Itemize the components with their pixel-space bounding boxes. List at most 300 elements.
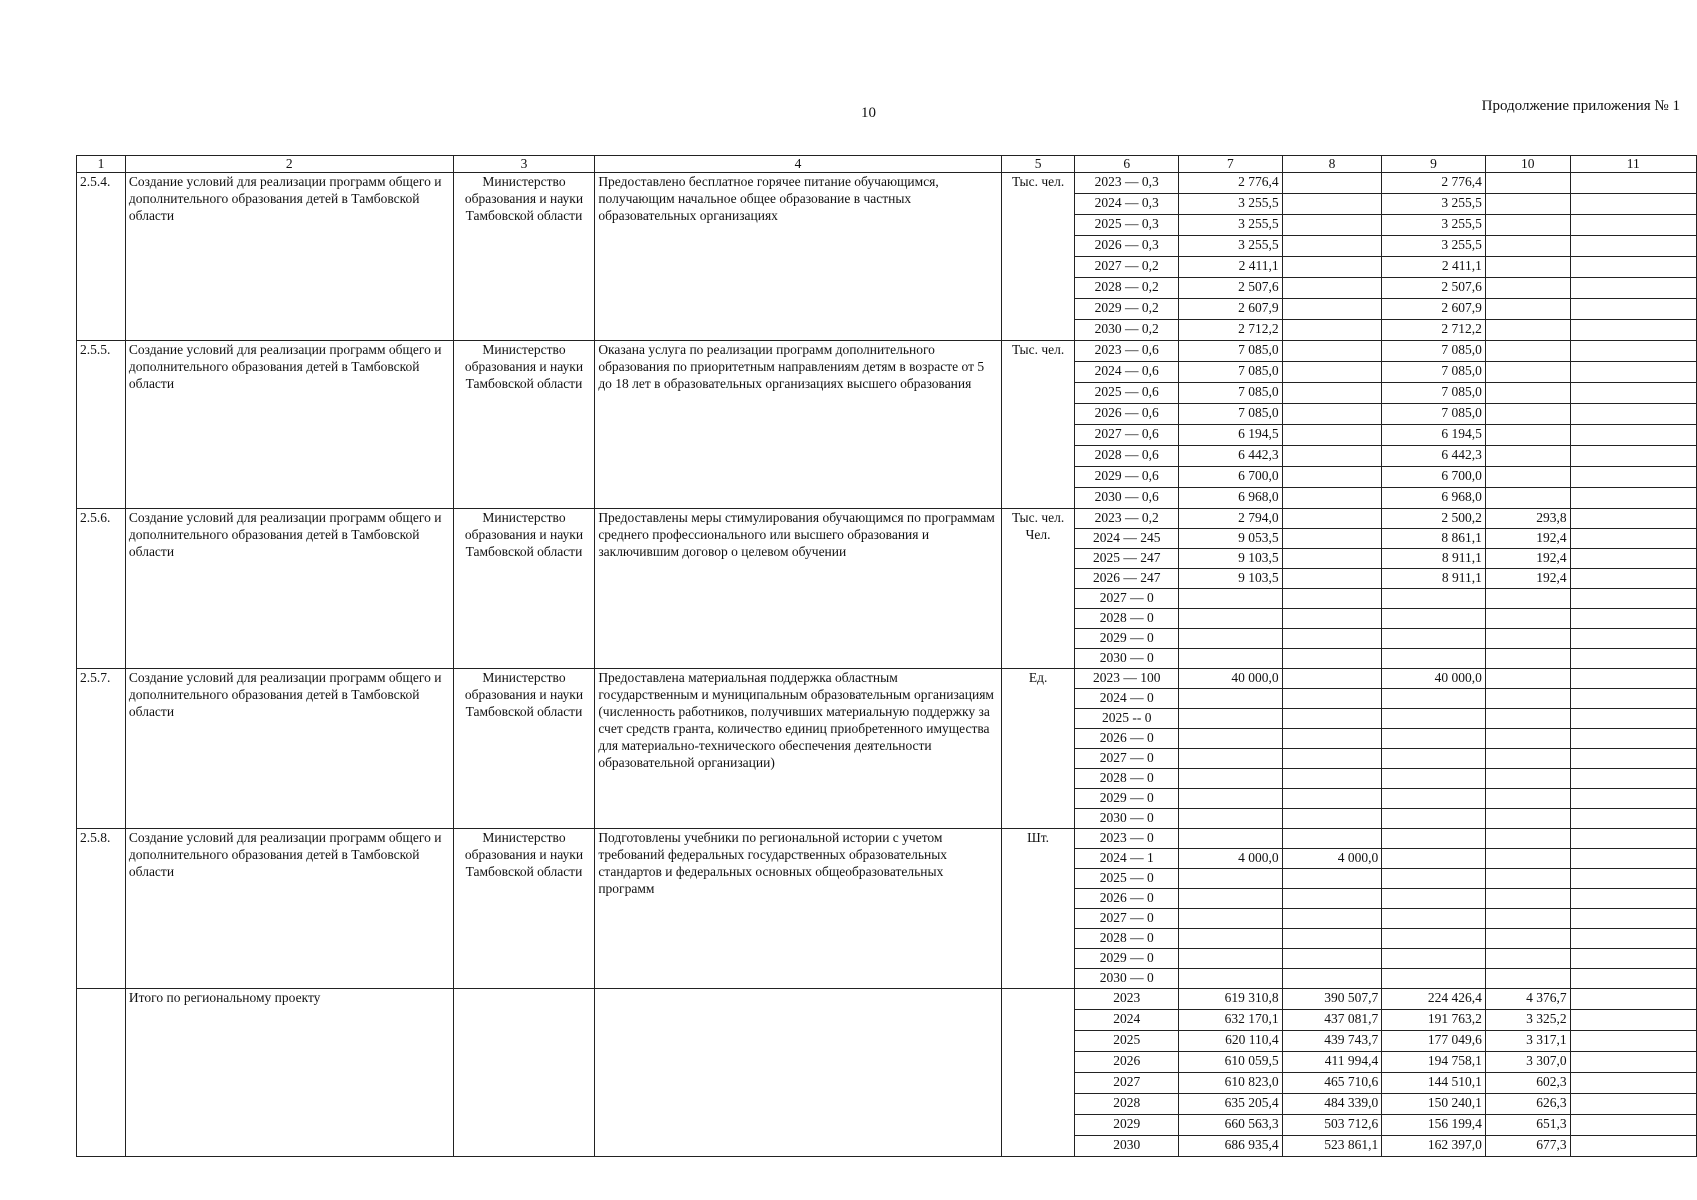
other-sources-cell: [1570, 1136, 1696, 1157]
year-indicator-cell: 2024 — 0,3: [1075, 194, 1179, 215]
other-sources-cell: [1570, 989, 1696, 1010]
federal-budget-cell: [1282, 589, 1382, 609]
federal-budget-cell: [1282, 609, 1382, 629]
local-budget-cell: 3 325,2: [1485, 1010, 1570, 1031]
total-cell: 9 103,5: [1179, 569, 1283, 589]
year-indicator-cell: 2028: [1075, 1094, 1179, 1115]
other-sources-cell: [1570, 729, 1696, 749]
regional-budget-cell: [1382, 689, 1486, 709]
year-indicator-cell: 2028 — 0: [1075, 609, 1179, 629]
federal-budget-cell: [1282, 669, 1382, 689]
year-indicator-cell: 2030 — 0: [1075, 649, 1179, 669]
federal-budget-cell: 437 081,7: [1282, 1010, 1382, 1031]
total-cell: [1179, 649, 1283, 669]
other-sources-cell: [1570, 629, 1696, 649]
column-header: 10: [1485, 156, 1570, 173]
federal-budget-cell: 503 712,6: [1282, 1115, 1382, 1136]
section-code-cell: 2.5.5.: [77, 341, 126, 509]
other-sources-cell: [1570, 1094, 1696, 1115]
regional-budget-cell: 2 411,1: [1382, 257, 1486, 278]
local-budget-cell: [1485, 194, 1570, 215]
year-indicator-cell: 2024: [1075, 1010, 1179, 1031]
other-sources-cell: [1570, 829, 1696, 849]
table-row: [77, 173, 1697, 194]
total-cell: 7 085,0: [1179, 404, 1283, 425]
column-header: 8: [1282, 156, 1382, 173]
responsible-cell: Министерство образования и науки Тамбовской области: [453, 173, 595, 341]
local-budget-cell: [1485, 425, 1570, 446]
total-cell: 7 085,0: [1179, 341, 1283, 362]
year-indicator-cell: 2023 — 0,3: [1075, 173, 1179, 194]
federal-budget-cell: [1282, 629, 1382, 649]
column-header: 6: [1075, 156, 1179, 173]
total-cell: 6 194,5: [1179, 425, 1283, 446]
year-indicator-cell: 2024 — 0,6: [1075, 362, 1179, 383]
federal-budget-cell: 523 861,1: [1282, 1136, 1382, 1157]
regional-budget-cell: 40 000,0: [1382, 669, 1486, 689]
local-budget-cell: [1485, 729, 1570, 749]
other-sources-cell: [1570, 669, 1696, 689]
local-budget-cell: 677,3: [1485, 1136, 1570, 1157]
other-sources-cell: [1570, 278, 1696, 299]
total-code-cell: [77, 989, 126, 1157]
regional-budget-cell: [1382, 929, 1486, 949]
federal-budget-cell: [1282, 215, 1382, 236]
year-indicator-cell: 2025 — 247: [1075, 549, 1179, 569]
regional-budget-cell: 194 758,1: [1382, 1052, 1486, 1073]
federal-budget-cell: [1282, 446, 1382, 467]
regional-budget-cell: 156 199,4: [1382, 1115, 1486, 1136]
other-sources-cell: [1570, 383, 1696, 404]
local-budget-cell: [1485, 404, 1570, 425]
other-sources-cell: [1570, 257, 1696, 278]
local-budget-cell: [1485, 362, 1570, 383]
federal-budget-cell: [1282, 949, 1382, 969]
year-indicator-cell: 2023 — 0,2: [1075, 509, 1179, 529]
other-sources-cell: [1570, 509, 1696, 529]
local-budget-cell: [1485, 789, 1570, 809]
total-cell: 2 507,6: [1179, 278, 1283, 299]
total-cell: [1179, 729, 1283, 749]
year-indicator-cell: 2029 — 0,2: [1075, 299, 1179, 320]
other-sources-cell: [1570, 194, 1696, 215]
other-sources-cell: [1570, 869, 1696, 889]
regional-budget-cell: [1382, 649, 1486, 669]
federal-budget-cell: [1282, 299, 1382, 320]
local-budget-cell: [1485, 909, 1570, 929]
other-sources-cell: [1570, 789, 1696, 809]
local-budget-cell: [1485, 236, 1570, 257]
year-indicator-cell: 2028 — 0: [1075, 769, 1179, 789]
total-cell: [1179, 909, 1283, 929]
total-cell: [1179, 809, 1283, 829]
other-sources-cell: [1570, 299, 1696, 320]
regional-budget-cell: 3 255,5: [1382, 194, 1486, 215]
total-cell: 6 442,3: [1179, 446, 1283, 467]
federal-budget-cell: [1282, 320, 1382, 341]
other-sources-cell: [1570, 609, 1696, 629]
local-budget-cell: [1485, 929, 1570, 949]
total-row: [77, 989, 1697, 1010]
local-budget-cell: 602,3: [1485, 1073, 1570, 1094]
federal-budget-cell: 439 743,7: [1282, 1031, 1382, 1052]
year-indicator-cell: 2027: [1075, 1073, 1179, 1094]
total-empty-cell: [1001, 989, 1075, 1157]
year-indicator-cell: 2023 — 0: [1075, 829, 1179, 849]
unit-cell: [1001, 509, 1075, 669]
total-cell: [1179, 929, 1283, 949]
column-header: 1: [77, 156, 126, 173]
regional-budget-cell: 177 049,6: [1382, 1031, 1486, 1052]
local-budget-cell: 192,4: [1485, 569, 1570, 589]
year-indicator-cell: 2025 — 0: [1075, 869, 1179, 889]
local-budget-cell: [1485, 488, 1570, 509]
total-cell: [1179, 949, 1283, 969]
page-number: 10: [861, 105, 876, 121]
year-indicator-cell: 2027 — 0,2: [1075, 257, 1179, 278]
column-header: 4: [595, 156, 1001, 173]
unit-cell: [1001, 341, 1075, 509]
year-indicator-cell: 2026: [1075, 1052, 1179, 1073]
regional-budget-cell: [1382, 829, 1486, 849]
federal-budget-cell: [1282, 829, 1382, 849]
total-cell: [1179, 749, 1283, 769]
other-sources-cell: [1570, 1031, 1696, 1052]
total-cell: 6 700,0: [1179, 467, 1283, 488]
total-cell: [1179, 869, 1283, 889]
event-name-cell: Создание условий для реализации программ общего и дополнительного образования детей в Тамбовской области: [125, 509, 453, 669]
total-cell: 610 059,5: [1179, 1052, 1283, 1073]
column-header: 2: [125, 156, 453, 173]
total-cell: 619 310,8: [1179, 989, 1283, 1010]
local-budget-cell: 192,4: [1485, 549, 1570, 569]
other-sources-cell: [1570, 569, 1696, 589]
result-cell: Предоставлены меры стимулирования обучающимся по программам среднего профессионального или высшего образования и заключившим договор о целевом обучении: [595, 509, 1001, 669]
federal-budget-cell: [1282, 929, 1382, 949]
federal-budget-cell: [1282, 889, 1382, 909]
total-cell: 7 085,0: [1179, 383, 1283, 404]
regional-budget-cell: [1382, 909, 1486, 929]
federal-budget-cell: 4 000,0: [1282, 849, 1382, 869]
result-cell: Подготовлены учебники по региональной истории с учетом требований федеральных государственных образовательных стандартов и федеральных основных общеобразовательных программ: [595, 829, 1001, 989]
total-cell: [1179, 689, 1283, 709]
total-cell: [1179, 589, 1283, 609]
total-cell: 2 794,0: [1179, 509, 1283, 529]
regional-budget-cell: 7 085,0: [1382, 404, 1486, 425]
local-budget-cell: 3 307,0: [1485, 1052, 1570, 1073]
federal-budget-cell: [1282, 236, 1382, 257]
other-sources-cell: [1570, 320, 1696, 341]
regional-budget-cell: [1382, 589, 1486, 609]
column-header: 3: [453, 156, 595, 173]
regional-budget-cell: 7 085,0: [1382, 383, 1486, 404]
other-sources-cell: [1570, 589, 1696, 609]
total-cell: 2 776,4: [1179, 173, 1283, 194]
regional-budget-cell: 8 861,1: [1382, 529, 1486, 549]
local-budget-cell: [1485, 341, 1570, 362]
other-sources-cell: [1570, 404, 1696, 425]
federal-budget-cell: [1282, 549, 1382, 569]
total-empty-cell: [595, 989, 1001, 1157]
year-indicator-cell: 2030 — 0: [1075, 969, 1179, 989]
local-budget-cell: 192,4: [1485, 529, 1570, 549]
section-code-cell: 2.5.6.: [77, 509, 126, 669]
local-budget-cell: [1485, 173, 1570, 194]
section-code-cell: 2.5.4.: [77, 173, 126, 341]
federal-budget-cell: [1282, 909, 1382, 929]
year-indicator-cell: 2030 — 0,6: [1075, 488, 1179, 509]
local-budget-cell: [1485, 869, 1570, 889]
other-sources-cell: [1570, 215, 1696, 236]
total-cell: 635 205,4: [1179, 1094, 1283, 1115]
column-header: 11: [1570, 156, 1696, 173]
regional-budget-cell: 6 700,0: [1382, 467, 1486, 488]
federal-budget-cell: [1282, 173, 1382, 194]
unit-cell: [1001, 669, 1075, 829]
other-sources-cell: [1570, 849, 1696, 869]
event-name-cell: Создание условий для реализации программ общего и дополнительного образования детей в Тамбовской области: [125, 829, 453, 989]
responsible-cell: Министерство образования и науки Тамбовской области: [453, 341, 595, 509]
regional-budget-cell: 6 968,0: [1382, 488, 1486, 509]
federal-budget-cell: [1282, 969, 1382, 989]
total-cell: 7 085,0: [1179, 362, 1283, 383]
federal-budget-cell: [1282, 257, 1382, 278]
federal-budget-cell: [1282, 404, 1382, 425]
total-empty-cell: [453, 989, 595, 1157]
regional-budget-cell: 2 712,2: [1382, 320, 1486, 341]
budget-table: [76, 155, 1697, 1157]
other-sources-cell: [1570, 649, 1696, 669]
unit-label: Тыс. чел.: [1011, 342, 1065, 357]
section-code-cell: 2.5.7.: [77, 669, 126, 829]
regional-budget-cell: [1382, 609, 1486, 629]
other-sources-cell: [1570, 949, 1696, 969]
unit-cell: [1001, 173, 1075, 341]
year-indicator-cell: 2026 — 0,6: [1075, 404, 1179, 425]
federal-budget-cell: [1282, 729, 1382, 749]
local-budget-cell: [1485, 215, 1570, 236]
federal-budget-cell: [1282, 529, 1382, 549]
regional-budget-cell: 6 442,3: [1382, 446, 1486, 467]
total-cell: 9 053,5: [1179, 529, 1283, 549]
column-header: 9: [1382, 156, 1486, 173]
local-budget-cell: [1485, 320, 1570, 341]
local-budget-cell: [1485, 257, 1570, 278]
other-sources-cell: [1570, 1073, 1696, 1094]
unit-label: Шт.: [1027, 830, 1050, 845]
local-budget-cell: [1485, 299, 1570, 320]
total-cell: 9 103,5: [1179, 549, 1283, 569]
local-budget-cell: [1485, 829, 1570, 849]
local-budget-cell: [1485, 769, 1570, 789]
regional-budget-cell: 6 194,5: [1382, 425, 1486, 446]
other-sources-cell: [1570, 929, 1696, 949]
local-budget-cell: [1485, 446, 1570, 467]
year-indicator-cell: 2023 — 0,6: [1075, 341, 1179, 362]
local-budget-cell: [1485, 849, 1570, 869]
regional-budget-cell: [1382, 629, 1486, 649]
regional-budget-cell: 2 507,6: [1382, 278, 1486, 299]
other-sources-cell: [1570, 446, 1696, 467]
total-cell: 2 712,2: [1179, 320, 1283, 341]
other-sources-cell: [1570, 769, 1696, 789]
regional-budget-cell: [1382, 809, 1486, 829]
local-budget-cell: [1485, 969, 1570, 989]
local-budget-cell: 651,3: [1485, 1115, 1570, 1136]
total-cell: [1179, 829, 1283, 849]
regional-budget-cell: 162 397,0: [1382, 1136, 1486, 1157]
federal-budget-cell: [1282, 488, 1382, 509]
total-cell: 40 000,0: [1179, 669, 1283, 689]
total-cell: 3 255,5: [1179, 236, 1283, 257]
regional-budget-cell: [1382, 749, 1486, 769]
section-code-cell: 2.5.8.: [77, 829, 126, 989]
other-sources-cell: [1570, 341, 1696, 362]
local-budget-cell: 4 376,7: [1485, 989, 1570, 1010]
local-budget-cell: [1485, 467, 1570, 488]
event-name-cell: Создание условий для реализации программ общего и дополнительного образования детей в Тамбовской области: [125, 341, 453, 509]
event-name-cell: Создание условий для реализации программ общего и дополнительного образования детей в Тамбовской области: [125, 173, 453, 341]
local-budget-cell: [1485, 278, 1570, 299]
total-cell: [1179, 789, 1283, 809]
year-indicator-cell: 2023 — 100: [1075, 669, 1179, 689]
regional-budget-cell: 224 426,4: [1382, 989, 1486, 1010]
other-sources-cell: [1570, 809, 1696, 829]
other-sources-cell: [1570, 425, 1696, 446]
federal-budget-cell: [1282, 425, 1382, 446]
local-budget-cell: [1485, 809, 1570, 829]
local-budget-cell: [1485, 889, 1570, 909]
year-indicator-cell: 2027 — 0,6: [1075, 425, 1179, 446]
other-sources-cell: [1570, 1052, 1696, 1073]
local-budget-cell: 293,8: [1485, 509, 1570, 529]
total-cell: 620 110,4: [1179, 1031, 1283, 1052]
total-cell: [1179, 969, 1283, 989]
total-cell: 3 255,5: [1179, 194, 1283, 215]
federal-budget-cell: 465 710,6: [1282, 1073, 1382, 1094]
federal-budget-cell: [1282, 194, 1382, 215]
total-cell: 6 968,0: [1179, 488, 1283, 509]
federal-budget-cell: [1282, 689, 1382, 709]
total-cell: 2 411,1: [1179, 257, 1283, 278]
regional-budget-cell: [1382, 849, 1486, 869]
federal-budget-cell: 390 507,7: [1282, 989, 1382, 1010]
unit-label-secondary: Чел.: [1025, 527, 1051, 542]
regional-budget-cell: [1382, 769, 1486, 789]
responsible-cell: Министерство образования и науки Тамбовской области: [453, 509, 595, 669]
federal-budget-cell: [1282, 467, 1382, 488]
year-indicator-cell: 2026 — 0: [1075, 889, 1179, 909]
regional-budget-cell: [1382, 789, 1486, 809]
other-sources-cell: [1570, 1115, 1696, 1136]
federal-budget-cell: [1282, 383, 1382, 404]
regional-budget-cell: [1382, 969, 1486, 989]
total-cell: 632 170,1: [1179, 1010, 1283, 1031]
other-sources-cell: [1570, 488, 1696, 509]
federal-budget-cell: [1282, 749, 1382, 769]
year-indicator-cell: 2023: [1075, 989, 1179, 1010]
year-indicator-cell: 2027 — 0: [1075, 909, 1179, 929]
regional-budget-cell: [1382, 889, 1486, 909]
regional-budget-cell: 8 911,1: [1382, 569, 1486, 589]
regional-budget-cell: [1382, 729, 1486, 749]
unit-label: Тыс. чел.: [1011, 510, 1065, 525]
federal-budget-cell: 411 994,4: [1282, 1052, 1382, 1073]
local-budget-cell: 3 317,1: [1485, 1031, 1570, 1052]
other-sources-cell: [1570, 709, 1696, 729]
local-budget-cell: [1485, 669, 1570, 689]
local-budget-cell: [1485, 949, 1570, 969]
federal-budget-cell: [1282, 362, 1382, 383]
regional-budget-cell: 144 510,1: [1382, 1073, 1486, 1094]
other-sources-cell: [1570, 529, 1696, 549]
total-cell: 2 607,9: [1179, 299, 1283, 320]
year-indicator-cell: 2025 — 0,3: [1075, 215, 1179, 236]
table-row: [77, 829, 1697, 849]
year-indicator-cell: 2025 -- 0: [1075, 709, 1179, 729]
other-sources-cell: [1570, 749, 1696, 769]
federal-budget-cell: [1282, 769, 1382, 789]
other-sources-cell: [1570, 909, 1696, 929]
other-sources-cell: [1570, 549, 1696, 569]
year-indicator-cell: 2029 — 0: [1075, 629, 1179, 649]
unit-label: Тыс. чел.: [1011, 174, 1065, 189]
total-cell: [1179, 629, 1283, 649]
column-number-row: [77, 156, 1697, 173]
federal-budget-cell: 484 339,0: [1282, 1094, 1382, 1115]
appendix-note: Продолжение приложения № 1: [1481, 98, 1680, 114]
table-row: [77, 669, 1697, 689]
federal-budget-cell: [1282, 809, 1382, 829]
other-sources-cell: [1570, 1010, 1696, 1031]
regional-budget-cell: [1382, 949, 1486, 969]
column-header: 5: [1001, 156, 1075, 173]
table-row: [77, 509, 1697, 529]
column-header: 7: [1179, 156, 1283, 173]
year-indicator-cell: 2030 — 0,2: [1075, 320, 1179, 341]
year-indicator-cell: 2025: [1075, 1031, 1179, 1052]
federal-budget-cell: [1282, 569, 1382, 589]
total-label: Итого по региональному проекту: [125, 989, 453, 1157]
result-cell: Предоставлена материальная поддержка областным государственным и муниципальным образовательным организациям (численность работников, получивших материальную поддержку за счет средств гранта, количество единиц приобретенного имущества для материально-технического обеспечения деятельности образовательной организации): [595, 669, 1001, 829]
regional-budget-cell: 2 607,9: [1382, 299, 1486, 320]
local-budget-cell: 626,3: [1485, 1094, 1570, 1115]
regional-budget-cell: 7 085,0: [1382, 341, 1486, 362]
year-indicator-cell: 2024 — 0: [1075, 689, 1179, 709]
total-cell: 3 255,5: [1179, 215, 1283, 236]
year-indicator-cell: 2030: [1075, 1136, 1179, 1157]
year-indicator-cell: 2027 — 0: [1075, 589, 1179, 609]
year-indicator-cell: 2030 — 0: [1075, 809, 1179, 829]
federal-budget-cell: [1282, 341, 1382, 362]
year-indicator-cell: 2029 — 0: [1075, 789, 1179, 809]
total-cell: [1179, 709, 1283, 729]
year-indicator-cell: 2029: [1075, 1115, 1179, 1136]
total-cell: [1179, 609, 1283, 629]
federal-budget-cell: [1282, 709, 1382, 729]
regional-budget-cell: 7 085,0: [1382, 362, 1486, 383]
federal-budget-cell: [1282, 789, 1382, 809]
local-budget-cell: [1485, 689, 1570, 709]
total-cell: [1179, 889, 1283, 909]
event-name-cell: Создание условий для реализации программ общего и дополнительного образования детей в Тамбовской области: [125, 669, 453, 829]
federal-budget-cell: [1282, 649, 1382, 669]
year-indicator-cell: 2026 — 0: [1075, 729, 1179, 749]
unit-label: Ед.: [1028, 670, 1048, 685]
regional-budget-cell: 8 911,1: [1382, 549, 1486, 569]
responsible-cell: Министерство образования и науки Тамбовской области: [453, 669, 595, 829]
local-budget-cell: [1485, 649, 1570, 669]
